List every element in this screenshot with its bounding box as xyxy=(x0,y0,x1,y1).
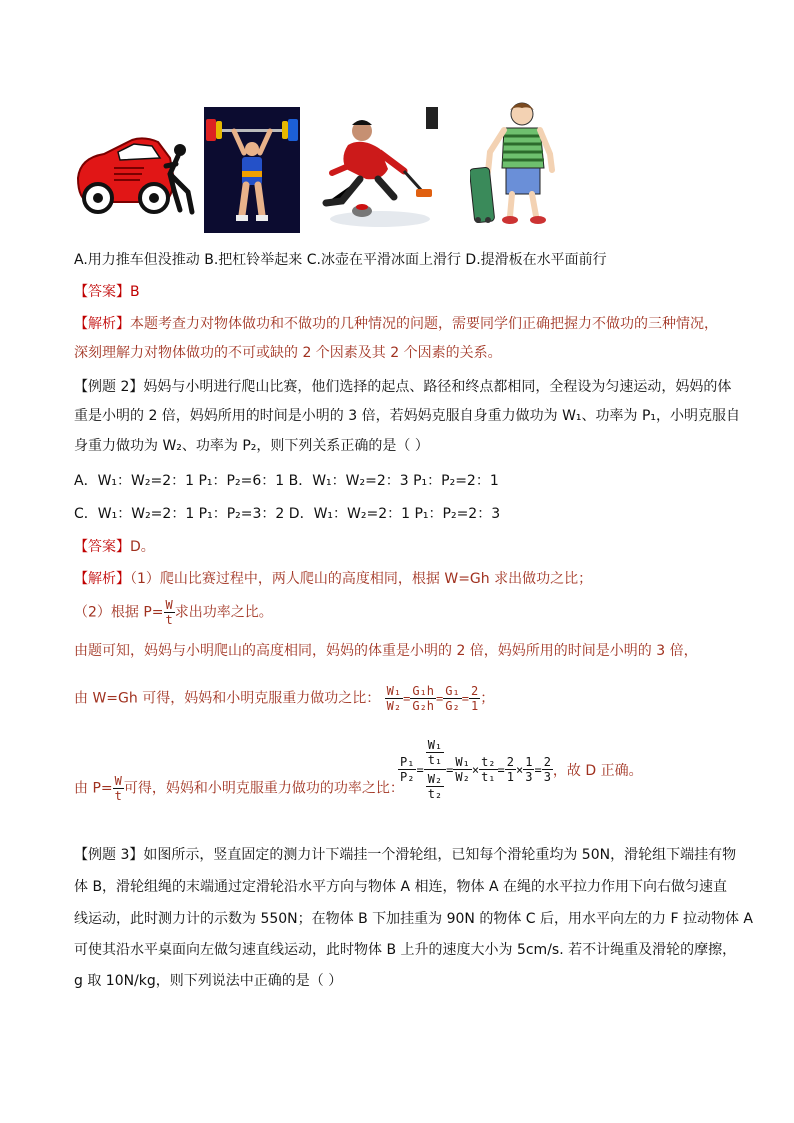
q2-title-tag: 【例题 2】 xyxy=(74,379,144,395)
denominator: 1 xyxy=(470,699,479,713)
numerator: W₂ xyxy=(427,772,443,786)
q2-analysis-line-4: 由 W=Gh 可得，妈妈和小明克服重力做功之比： $\frac{\text{W₁}}{\text{W₂}}$ = $\frac{\text{G₁h}}{\text{G₂h}}$ = $\frac{\text{G₁}}{\text{G₂}}$ = $\frac{2}{1}$ ； xyxy=(74,684,495,713)
denominator: 3 xyxy=(543,770,551,784)
q2-stem-text: 妈妈与小明进行爬山比赛，他们选择的起点、路径和终点都相同，全程设为匀速运动，妈妈的体 xyxy=(143,379,732,395)
fraction-w1-w2 xyxy=(385,684,403,713)
compound-fraction xyxy=(424,738,446,801)
numerator: W₁ xyxy=(386,684,402,698)
q1-options: A.用力推车但没推动 B.把杠铃举起来 C.冰壶在平滑冰面上滑行 D.提滑板在水平面前行 xyxy=(74,252,607,268)
q2-options-cd: C．W₁：W₂=2：1 P₁：P₂=3：2 D．W₁：W₂=2：1 P₁：P₂=2：3 xyxy=(74,506,501,522)
times-sign: × xyxy=(471,762,480,777)
analysis-tag: 【解析】 xyxy=(74,316,130,332)
q3-line-3: 线运动，此时测力计的示数为 550N；在物体 B 下加挂重为 90N 的物体 C 后，用水平向左的力 F 拉动物体 A xyxy=(74,911,753,927)
denominator: 1 xyxy=(506,770,514,784)
fraction-2-3 xyxy=(542,755,553,784)
numerator: G₁h xyxy=(412,684,435,698)
numerator: W xyxy=(165,598,173,612)
analysis-text: 本题考查力对物体做功和不做功的几种情况的问题，需要同学们正确把握力不做功的三种情况， xyxy=(130,316,718,332)
compound-denominator xyxy=(424,770,446,801)
answer-tag: 【答案】 xyxy=(74,284,130,300)
q3-line-2: 体 B，滑轮组绳的末端通过定滑轮沿水平方向与物体 A 相连，物体 A 在绳的水平拉力作用下向右做匀速直 xyxy=(74,879,728,895)
analysis-text: （1）爬山比赛过程中，两人爬山的高度相同，根据 W=Gh 求出做功之比； xyxy=(130,571,593,587)
answer-value: B xyxy=(130,284,140,300)
numerator: 2 xyxy=(543,755,551,769)
fraction-t2-t1 xyxy=(479,755,497,784)
denominator: t₁ xyxy=(427,753,443,767)
numerator: G₁ xyxy=(445,684,460,698)
skateboard-boy-image xyxy=(470,98,556,230)
fraction-w1-w2 xyxy=(453,755,471,784)
q2-stem-line-1 xyxy=(74,377,731,397)
q3-line-4: 可使其沿水平桌面向左做匀速直线运动，此时物体 B 上升的速度大小为 5cm/s. 若不计绳重及滑轮的摩擦， xyxy=(74,942,737,958)
analysis-tag: 【解析】 xyxy=(74,571,130,587)
text-pre: 由 P= xyxy=(74,780,113,797)
fraction-p1-p2 xyxy=(398,755,416,784)
numerator: W₁ xyxy=(455,755,470,769)
fraction-w2-t2 xyxy=(426,772,444,801)
denominator: t xyxy=(114,789,122,803)
q2-answer xyxy=(74,537,155,557)
numerator: W₁ xyxy=(427,738,443,752)
numerator: 2 xyxy=(470,684,479,698)
q1-analysis-line-1 xyxy=(74,314,718,334)
weightlifter-image xyxy=(204,107,300,233)
curling-image xyxy=(322,107,440,229)
numerator: t₂ xyxy=(481,755,496,769)
q1-analysis-line-2: 深刻理解力对物体做功的不可或缺的 2 个因素及其 2 个因素的关系。 xyxy=(74,345,502,361)
q3-title-tag: 【例题 3】 xyxy=(74,847,144,863)
fraction-2-1 xyxy=(469,684,480,713)
q3-line-1 xyxy=(74,845,736,865)
denominator: G₂h xyxy=(412,699,435,713)
denominator: 3 xyxy=(525,770,533,784)
q2-analysis-line-1 xyxy=(74,569,592,589)
fraction-w1-t1 xyxy=(426,738,444,767)
text-mid: 可得，妈妈和小明克服重力做功的功率之比： xyxy=(123,780,404,797)
denominator: t₁ xyxy=(481,770,496,784)
text-post: 求出功率之比。 xyxy=(174,604,273,621)
q3-text: 如图所示，竖直固定的测力计下端挂一个滑轮组，已知每个滑轮重均为 50N，滑轮组下端挂有物 xyxy=(143,847,737,863)
denominator: W₂ xyxy=(386,699,402,713)
q1-answer xyxy=(74,282,140,302)
times-sign: × xyxy=(515,762,524,777)
denominator: G₂ xyxy=(445,699,460,713)
fraction-w-over-t xyxy=(164,598,175,627)
compound-numerator xyxy=(424,738,446,770)
fraction-2-1 xyxy=(505,755,516,784)
text-post: ，故 D 正确。 xyxy=(552,762,643,779)
denominator: P₂ xyxy=(400,770,415,784)
denominator: t xyxy=(165,613,173,627)
numerator: 1 xyxy=(525,755,533,769)
numerator: 2 xyxy=(506,755,514,769)
fraction-1-3 xyxy=(523,755,534,784)
numerator: W xyxy=(114,774,122,788)
fraction-g1-g2 xyxy=(443,684,461,713)
text-pre: 由 W=Gh 可得，妈妈和小明克服重力做功之比： xyxy=(74,690,381,707)
q2-options-ab: A．W₁：W₂=2：1 P₁：P₂=6：1 B．W₁：W₂=2：3 P₁：P₂=2：1 xyxy=(74,473,499,489)
q2-analysis-line-5 xyxy=(74,774,404,803)
denominator: t₂ xyxy=(427,787,443,801)
q3-line-5: g 取 10N/kg，则下列说法中正确的是（ ） xyxy=(74,973,343,989)
push-car-image xyxy=(74,118,196,222)
answer-tag: 【答案】 xyxy=(74,539,130,555)
q2-analysis-line-3: 由题可知，妈妈与小明爬山的高度相同，妈妈的体重是小明的 2 倍，妈妈所用的时间是小明的 3 倍， xyxy=(74,643,698,659)
q2-power-ratio-equation: $\frac{\text{P₁}}{\text{P₂}}$ = $\frac{\frac{\text{W₁}}{\text{t₁}}}{\frac{\text{W₂}}{\text{t₂}}}$ = $\frac{\text{W₁}}{\text{W₂}}$ × $\frac{\text{t₂}}{\text{t₁}}$ = $\frac{2}{1}$ × $\frac{1}{3}$ = $\frac{2}{3}$ ，故 D 正确。 xyxy=(400,738,643,801)
q2-stem-line-3: 身重力做功为 W₂、功率为 P₂，则下列关系正确的是（ ） xyxy=(74,438,429,454)
q2-analysis-line-2 xyxy=(74,598,273,627)
q2-stem-line-2: 重是小明的 2 倍，妈妈所用的时间是小明的 3 倍，若妈妈克服自身重力做功为 W₁、功率为 P₁，小明克服自 xyxy=(74,408,741,424)
text-post: ； xyxy=(480,690,495,707)
numerator: P₁ xyxy=(400,755,415,769)
text-pre: （2）根据 P= xyxy=(74,604,164,621)
answer-value: D。 xyxy=(130,539,155,555)
denominator: W₂ xyxy=(455,770,470,784)
fraction-g1h-g2h xyxy=(410,684,436,713)
fraction-w-over-t xyxy=(113,774,124,803)
